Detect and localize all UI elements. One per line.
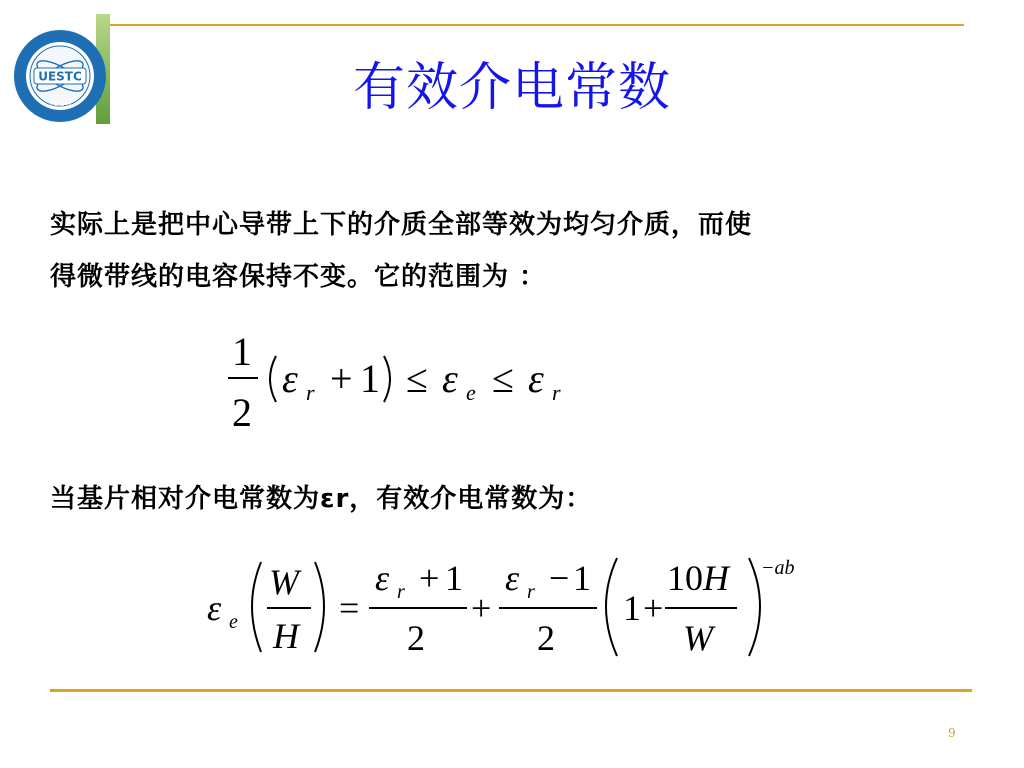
le-sign-1: ≤ [406,356,428,401]
one-value-1: 1 [445,558,463,598]
h-denominator: H [273,616,299,656]
epsilon-r-2: ε [505,558,520,598]
slide-title: 有效介电常数 [352,58,671,118]
equals-sign: = [339,588,360,628]
w-denominator: W [683,618,713,658]
one-value-2: 1 [573,558,591,598]
left-paren-1 [252,562,261,652]
bottom-divider [50,689,972,692]
sub-e: e [229,611,238,633]
top-divider [110,24,964,26]
paragraph-line-3: 当基片相对介电常数为εr，有效介电常数为： [50,484,593,514]
epsilon-r-1: ε [282,356,298,401]
plus-sign-1: + [419,558,440,598]
effective-permittivity-formula [205,548,815,670]
epsilon-r-1: ε [375,558,390,598]
one-value: 1 [360,356,380,401]
paragraph-line-1: 实际上是把中心导带上下的介质全部等效为均匀介质，而使 [50,210,753,240]
two-denominator-2: 2 [537,618,555,658]
exponent: −ab [761,557,795,579]
frac-numerator: 1 [232,329,252,374]
epsilon-e: ε [442,356,458,401]
minus-sign: − [549,558,570,598]
frac-denominator: 2 [232,390,252,435]
two-denominator-1: 2 [407,618,425,658]
right-paren-2 [749,558,760,656]
epsilon-e: ε [207,588,222,628]
paragraph-line-2: 得微带线的电容保持不变。它的范围为 ： [50,262,547,292]
left-paren-2 [606,558,617,656]
sub-r-1: r [397,581,405,603]
epsilon-r-2: ε [528,356,544,401]
sub-r-2: r [552,380,561,405]
sub-e: e [466,380,476,405]
sub-r-1: r [306,380,315,405]
right-paren [384,356,390,402]
h-numerator: H [703,558,729,598]
right-paren-1 [315,562,324,652]
plus-sign-2: + [471,588,492,628]
ten-h-numerator-coef: 10 [667,558,703,598]
logo-text: UESTC [38,69,82,84]
le-sign-2: ≤ [492,356,514,401]
plus-sign: + [330,356,353,401]
plus-sign-3: + [643,588,664,628]
page-number: 9 [948,726,956,740]
w-numerator: W [269,562,299,602]
left-paren [270,356,276,402]
sub-r-2: r [527,581,535,603]
logo-year: 1956 [48,99,72,109]
one-value-3: 1 [623,588,641,628]
range-formula [220,318,590,446]
